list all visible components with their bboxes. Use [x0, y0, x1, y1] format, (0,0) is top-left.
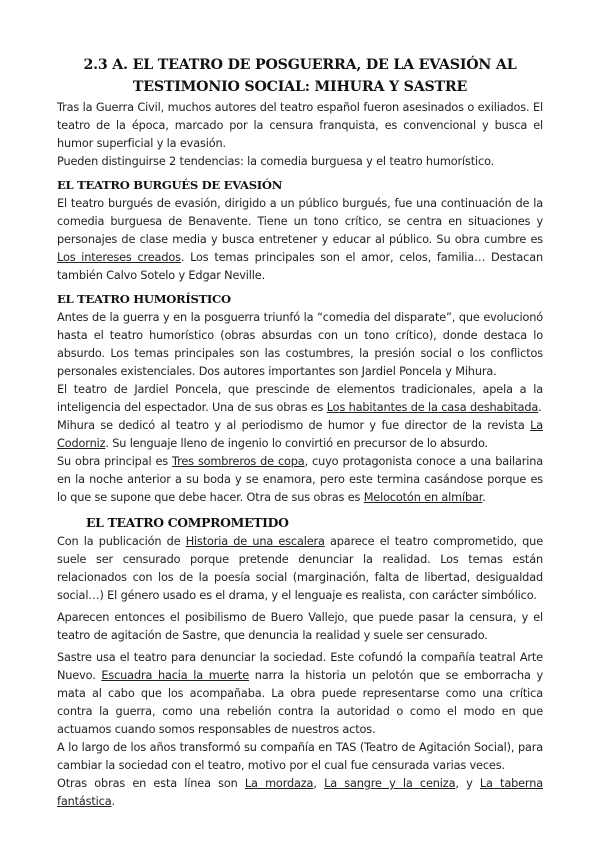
work-title: Los intereses creados — [57, 251, 181, 264]
paragraph — [57, 417, 543, 453]
paragraph — [57, 609, 543, 645]
text-run: Otras obras en esta línea son — [57, 777, 245, 790]
text-run: . Su lenguaje lleno de ingenio lo convirtió en precursor de lo absurdo. — [105, 437, 488, 450]
paragraph — [57, 99, 543, 153]
text-run: Mihura se dedicó al teatro y al periodismo de humor y fue director de la revista — [57, 419, 531, 432]
paragraph — [57, 309, 543, 381]
work-title: La sangre y la ceniza — [324, 777, 456, 790]
paragraph — [57, 153, 543, 171]
paragraph — [57, 739, 543, 775]
text-run: aparece el teatro comprometido, que suele ser censurado porque pretende denunciar la realidad. Los temas están relacionados con los de la poesía social (marginación, falta de libertad, desigualdad social…) El género usado es el drama, y el lenguaje es realista, con carácter simbólico. — [57, 535, 543, 602]
work-title: La taberna fantástica — [57, 777, 544, 808]
document-body — [57, 99, 543, 811]
work-title: Historia de una escalera — [185, 535, 325, 548]
work-title: Escuadra hacia la muerte — [101, 669, 249, 682]
document-title: 2.3 A. EL TEATRO DE POSGUERRA, DE LA EVASIÓN AL TESTIMONIO SOCIAL: MIHURA Y SASTRE — [83, 57, 517, 95]
paragraph — [57, 775, 543, 811]
paragraph — [57, 195, 543, 285]
text-run: Aparecen entonces el posibilismo de Buero Vallejo, que puede pasar la censura, y el teatro de agitación de Sastre, que denuncia la realidad y suele ser censurado. — [57, 611, 543, 642]
section-heading: EL TEATRO HUMORÍSTICO — [57, 292, 231, 306]
paragraph — [57, 533, 543, 605]
paragraph — [57, 381, 543, 417]
work-title: Tres sombreros de copa — [172, 455, 305, 468]
text-run: Con la publicación de — [57, 535, 186, 548]
document-page — [57, 54, 543, 811]
work-title: Los habitantes de la casa deshabitada — [326, 401, 539, 414]
paragraph — [57, 649, 543, 739]
text-run: Antes de la guerra y en la posguerra triunfó la “comedia del disparate”, que evolucionó hasta el teatro humorístico (obras absurdas con un tono crítico), donde destaca lo absurdo. Los temas principales son las costumbres, la presión social o los conflictos personales existenciales. Dos autores importantes son Jardiel Poncela y Mihura. — [57, 311, 543, 378]
text-run: El teatro de Jardiel Poncela, que prescinde de elementos tradicionales, apela a la inteligencia del espectador. Una de sus obras es — [57, 383, 543, 414]
text-run: , cuyo protagonista conoce a una bailarina en la noche anterior a su boda y se enamora, pero este termina casándose porque es lo que se supone que debe hacer. Otra de sus obras es — [57, 455, 544, 504]
section-heading: EL TEATRO BURGUÉS DE EVASIÓN — [57, 178, 282, 192]
paragraph — [57, 453, 543, 507]
text-run: narra la historia un pelotón que se emborracha y mata al cabo que los acompañaba. La obra puede representarse como una crítica contra la guerra, como una rebelión contra la autoridad o como el modo en que actuamos cuando somos responsables de nuestros actos. — [57, 669, 543, 736]
text-run: Sastre usa el teatro para denunciar la sociedad. Este cofundó la compañía teatral Arte Nuevo. — [57, 651, 543, 682]
text-run: A lo largo de los años transformó su compañía en TAS (Teatro de Agitación Social), para cambiar la sociedad con el teatro, motivo por el cual fue censurada varias veces. — [57, 741, 543, 772]
text-run: El teatro burgués de evasión, dirigido a un público burgués, fue una continuación de la comedia burguesa de Benavente. Tiene un tono crítico, se centra en situaciones y personajes de clase media y busca entretener y educar al público. Su obra cumbre es — [57, 197, 543, 246]
text-run: . — [538, 401, 542, 414]
text-run: . — [111, 795, 115, 808]
work-title: Melocotón en almíbar — [363, 491, 483, 504]
text-run: , y — [455, 777, 480, 790]
text-run: Tras la Guerra Civil, muchos autores del teatro español fueron asesinados o exiliados. El teatro de la época, marcado por la censura franquista, es convencional y busca el humor superficial y la evasión. — [57, 101, 543, 150]
work-title: La Codorniz — [57, 419, 543, 450]
section-heading: EL TEATRO COMPROMETIDO — [86, 515, 289, 530]
text-run: . — [482, 491, 486, 504]
text-run: . Los temas principales son el amor, celos, familia… Destacan también Calvo Sotelo y Edgar Neville. — [57, 251, 543, 282]
text-run: Pueden distinguirse 2 tendencias: la comedia burguesa y el teatro humorístico. — [57, 155, 495, 168]
text-run: Su obra principal es — [57, 455, 173, 468]
text-run: , — [313, 777, 325, 790]
work-title: La mordaza — [244, 777, 314, 790]
